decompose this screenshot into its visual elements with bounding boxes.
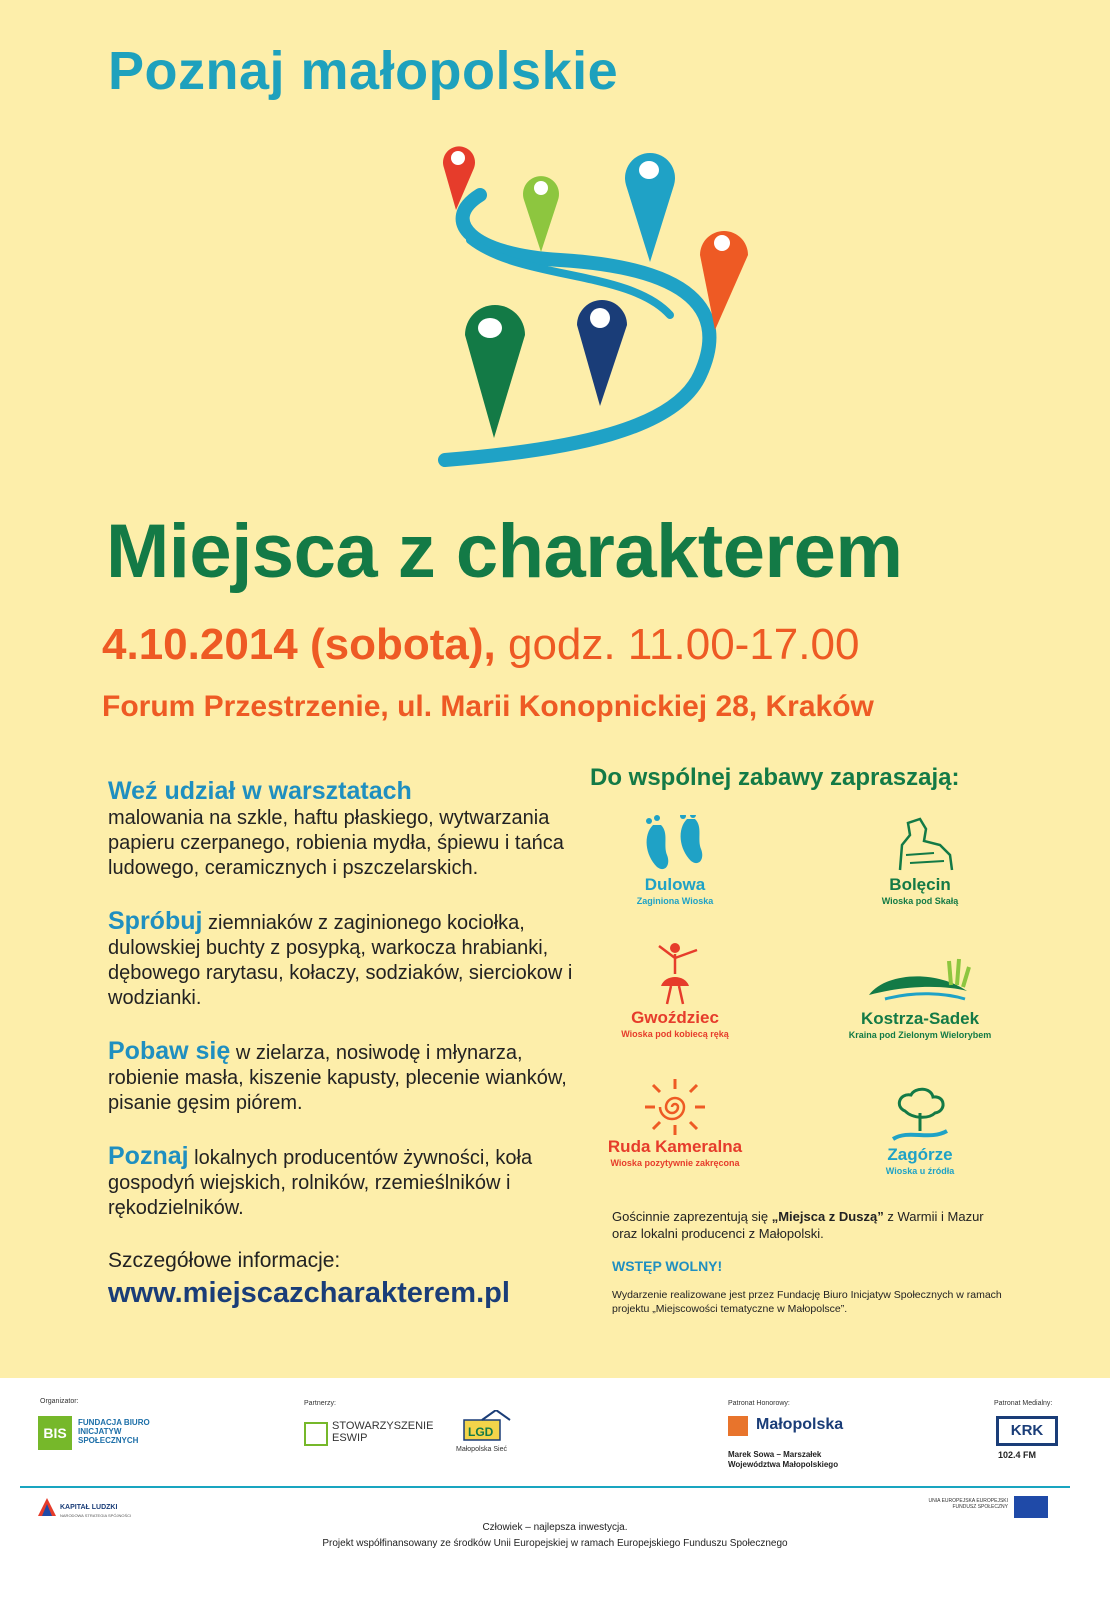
village-ruda-kameralna bbox=[590, 1077, 760, 1168]
malopolska-logo-icon bbox=[728, 1416, 748, 1436]
eu-flag-icon bbox=[1014, 1496, 1048, 1518]
activity-meet bbox=[108, 1144, 578, 1221]
village-subtitle: Wioska u źródła bbox=[885, 1166, 955, 1176]
sun-spiral-icon bbox=[640, 1077, 710, 1137]
eswip-name: STOWARZYSZENIE ESWIP bbox=[332, 1420, 434, 1444]
pin-navy bbox=[577, 300, 627, 406]
map-pins-logo bbox=[430, 140, 790, 480]
activity-text: malowania na szkle, haftu płaskiego, wytwarzania papieru czerpanego, robienia mydła, śpiewu i tańca ludowego, ceramicznych i pszczelarskich. bbox=[108, 807, 564, 879]
patron-honor-label: Patronat Honorowy: bbox=[728, 1400, 790, 1407]
malopolska-name: Małopolska bbox=[756, 1416, 844, 1433]
village-zagorze bbox=[835, 1085, 1005, 1176]
activity-workshops bbox=[108, 776, 578, 881]
kapital-ludzki-icon bbox=[38, 1498, 56, 1516]
rock-icon bbox=[880, 815, 960, 875]
footprints-icon bbox=[635, 815, 715, 875]
village-subtitle: Wioska pod kobiecą ręką bbox=[621, 1029, 729, 1039]
activity-text: ziemniaków z zaginionego kociołka, dulowskiej buchty z posypką, warkocza hrabianki, dębowego rarytasu, kołaczy, sodziaków, sierciokow i wodzianki. bbox=[108, 912, 573, 1009]
event-time: godz. 11.00-17.00 bbox=[507, 620, 860, 669]
activity-keyword: Spróbuj bbox=[108, 907, 203, 935]
activity-text: w zielarza, nosiwodę i młynarza, robienie masła, kiszenie kapusty, plecenie wianków, pisanie gęsim piórem. bbox=[108, 1042, 567, 1114]
activity-keyword: Poznaj bbox=[108, 1142, 189, 1170]
krk-logo: KRK bbox=[996, 1416, 1058, 1446]
village-name: Gwoździec bbox=[631, 1008, 719, 1027]
pin-lime bbox=[523, 176, 559, 252]
event-date-day: 4.10.2014 (sobota), bbox=[102, 620, 496, 669]
event-place: Forum Przestrzenie, ul. Marii Konopnickiej 28, Kraków bbox=[102, 690, 874, 723]
villages-grid bbox=[590, 815, 1010, 1195]
lgd-logo-icon bbox=[462, 1410, 514, 1442]
village-dulowa bbox=[590, 815, 760, 906]
guest-note bbox=[612, 1208, 1012, 1242]
organizer-note: Wydarzenie realizowane jest przez Fundację Biuro Inicjatyw Społecznych w ramach projektu „Miejscowości tematyczne w Małopolsce”. bbox=[612, 1289, 1002, 1315]
footer-divider bbox=[20, 1486, 1070, 1488]
village-subtitle: Wioska pozytywnie zakręcona bbox=[610, 1158, 740, 1168]
tree-stream-icon bbox=[885, 1085, 955, 1145]
whale-hill-icon bbox=[865, 955, 975, 1009]
village-name: Ruda Kameralna bbox=[607, 1137, 743, 1156]
village-kostrza-sadek bbox=[835, 955, 1005, 1040]
lgd-name: Małopolska Sieć bbox=[456, 1446, 507, 1453]
event-title: Miejsca z charakterem bbox=[106, 509, 903, 594]
activity-taste bbox=[108, 909, 578, 1011]
dancer-icon bbox=[635, 940, 715, 1008]
patron-media-label: Patronat Medialny: bbox=[994, 1400, 1053, 1407]
activities-column bbox=[108, 776, 578, 1310]
footer-cofinancing: Projekt współfinansowany ze środków Unii Europejskiej w ramach Europejskiego Funduszu Społecznego bbox=[322, 1538, 788, 1549]
pin-green bbox=[465, 305, 525, 438]
pin-cyan bbox=[625, 153, 675, 262]
activity-play bbox=[108, 1039, 578, 1116]
info-label: Szczegółowe informacje: bbox=[108, 1249, 341, 1272]
village-subtitle: Wioska pod Skałą bbox=[881, 896, 959, 906]
village-subtitle: Kraina pod Zielonym Wielorybem bbox=[848, 1030, 992, 1040]
krk-frequency: 102.4 FM bbox=[998, 1450, 1037, 1460]
invite-heading: Do wspólnej zabawy zapraszają: bbox=[590, 764, 960, 791]
village-name: Kostrza-Sadek bbox=[860, 1009, 980, 1028]
footer-slogan: Człowiek – najlepsza inwestycja. bbox=[482, 1522, 628, 1533]
guest-bold: „Miejsca z Duszą” bbox=[771, 1209, 884, 1224]
organizer-label: Organizator: bbox=[40, 1398, 79, 1405]
village-bolecin bbox=[835, 815, 1005, 906]
activity-text: lokalnych producentów żywności, koła gospodyń wiejskich, rolników, rzemieślników i rękodzielników. bbox=[108, 1147, 533, 1219]
guest-post: z Warmii i Mazur oraz lokalni producenci z Małopolski. bbox=[612, 1209, 984, 1241]
kapital-ludzki-sub: NARODOWA STRATEGIA SPÓJNOŚCI bbox=[60, 1513, 132, 1518]
village-name: Bolęcin bbox=[889, 875, 951, 894]
village-name: Dulowa bbox=[644, 875, 706, 894]
bis-logo: BIS bbox=[38, 1416, 72, 1450]
village-name: Zagórze bbox=[887, 1145, 953, 1164]
guest-pre: Gościnnie zaprezentują się bbox=[612, 1209, 769, 1224]
free-entry: WSTĘP WOLNY! bbox=[612, 1258, 723, 1274]
svg-text:LGD: LGD bbox=[468, 1425, 494, 1439]
kapital-ludzki-name: KAPITAŁ LUDZKI bbox=[60, 1504, 118, 1511]
partners-label: Partnerzy: bbox=[304, 1400, 336, 1407]
village-gwozdziec bbox=[590, 940, 760, 1039]
eu-name: UNIA EUROPEJSKA EUROPEJSKI FUNDUSZ SPOŁECZNY bbox=[928, 1498, 1008, 1510]
activity-keyword: Pobaw się bbox=[108, 1037, 231, 1065]
village-subtitle: Zaginiona Wioska bbox=[636, 896, 714, 906]
bis-name: FUNDACJA BIURO INICJATYW SPOŁECZNYCH bbox=[78, 1418, 150, 1445]
header-tagline: Poznaj małopolskie bbox=[108, 41, 619, 101]
sponsors-footer bbox=[0, 1378, 1110, 1600]
event-date bbox=[102, 620, 859, 670]
marshal-name: Marek Sowa – Marszałek Województwa Małopolskiego bbox=[728, 1450, 839, 1469]
website-link[interactable]: www.miejscazcharakterem.pl bbox=[108, 1277, 510, 1309]
eswip-arrow-icon bbox=[304, 1422, 328, 1446]
activity-keyword: Weź udział w warsztatach bbox=[108, 777, 412, 805]
